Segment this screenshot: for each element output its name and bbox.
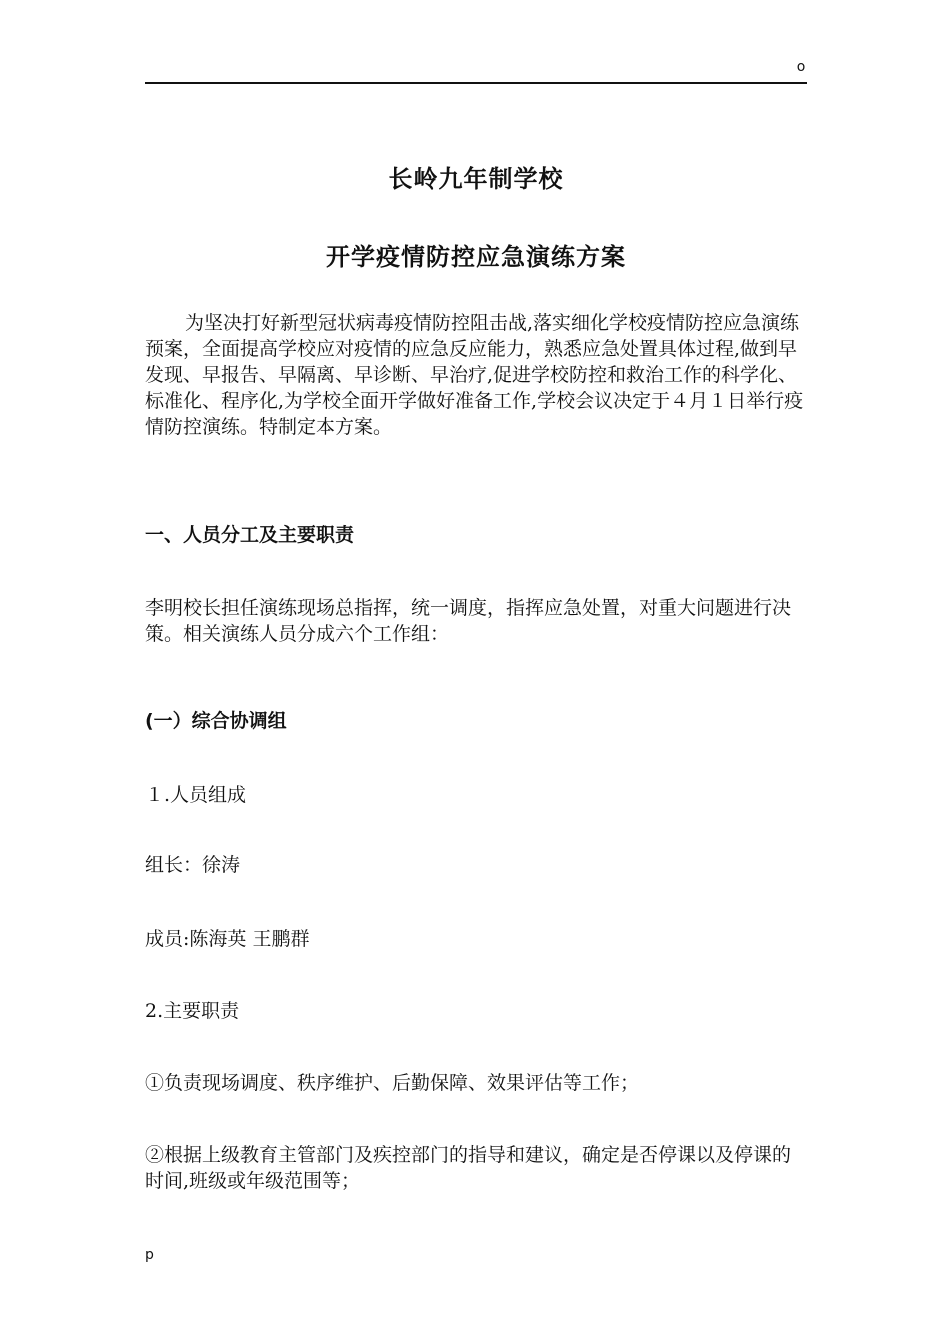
header-mark: o [796, 59, 806, 75]
group1-heading: (一）综合协调组 [145, 710, 287, 732]
group-members: 成员:陈海英 王鹏群 [145, 928, 310, 950]
section1-heading: 一、人员分工及主要职责 [145, 524, 355, 546]
duty-1: ①负责现场调度、秩序维护、后勤保障、效果评估等工作； [145, 1072, 640, 1094]
footer-mark: p [145, 1247, 154, 1263]
header-rule [145, 82, 807, 84]
section1-paragraph: 李明校长担任演练现场总指挥，统一调度，指挥应急处置，对重大问题进行决策。相关演练人员分成六个工作组： [145, 597, 792, 645]
document-title-plan: 开学疫情防控应急演练方案 [326, 243, 626, 271]
intro-paragraph: 为坚决打好新型冠状病毒疫情防控阻击战,落实细化学校疫情防控应急演练预案，全面提高学校应对疫情的应急反应能力，熟悉应急处置具体过程,做到早发现、早报告、早隔离、早诊断、早治疗,促进学校防控和救治工作的科学化、标准化、程序化,为学校全面开学做好准备工作,学校会议决定于４月１日举行疫情防控演练。特制定本方案。 [145, 312, 804, 438]
group-leader: 组长：徐涛 [145, 854, 241, 876]
item1-heading: １.人员组成 [145, 784, 247, 806]
document-title-school: 长岭九年制学校 [388, 165, 564, 193]
duty-2: ②根据上级教育主管部门及疾控部门的指导和建议，确定是否停课以及停课的时间,班级或年级范围等； [145, 1144, 792, 1192]
item2-heading: 2.主要职责 [145, 1000, 240, 1022]
